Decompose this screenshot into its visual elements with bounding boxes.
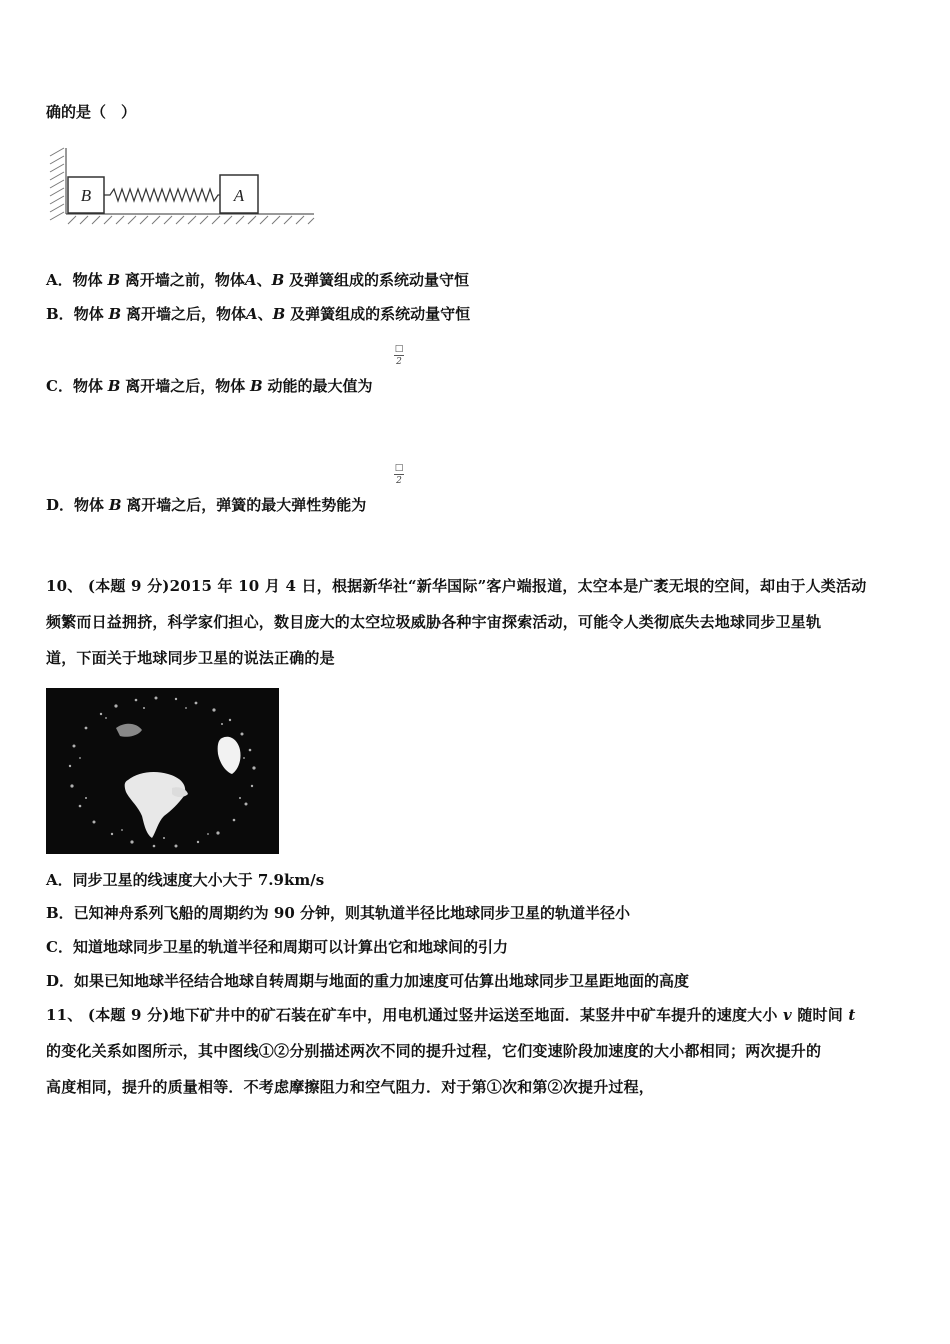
q9-option-c: C．物体 B 离开墙之后，物体 B 动能的最大值为	[46, 377, 373, 395]
q11-stem-line2: 的变化关系如图所示，其中图线①②分别描述两次不同的提升过程，它们变速阶段加速度的大小都相同；两次提升的	[46, 1042, 822, 1060]
q11-stem-line1: 11、 (本题 9 分)地下矿井中的矿石装在矿车中，用电机通过竖井运送至地面．某竖井中矿车提升的速度大小 v 随时间 t	[46, 1006, 856, 1024]
q9-option-c-fraction: □ 2	[394, 344, 404, 367]
q9-option-a: A．物体 B 离开墙之前，物体A、B 及弹簧组成的系统动量守恒	[46, 271, 470, 289]
q10-option-d: D．如果已知地球半径结合地球自转周期与地面的重力加速度可估算出地球同步卫星距地面的高度	[46, 972, 690, 990]
q10-option-a: A．同步卫星的线速度大小大于 7.9km/s	[46, 871, 325, 889]
block-a-label: A	[233, 186, 245, 205]
spring	[104, 189, 220, 201]
earth-image	[46, 688, 279, 854]
q10-stem	[46, 568, 906, 676]
block-b-label: B	[80, 186, 92, 205]
q10-option-b: B．已知神舟系列飞船的周期约为 90 分钟，则其轨道半径比地球同步卫星的轨道半径小	[46, 904, 631, 922]
q9-option-d-fraction: □ 2	[394, 463, 404, 486]
q9-option-b: B．物体 B 离开墙之后，物体A、B 及弹簧组成的系统动量守恒	[46, 305, 471, 323]
q11-stem-line3: 高度相同，提升的质量相等．不考虑摩擦阻力和空气阻力．对于第①次和第②次提升过程，	[46, 1078, 655, 1096]
q10-option-c: C．知道地球同步卫星的轨道半径和周期可以计算出它和地球间的引力	[46, 938, 508, 956]
spring-block-figure	[46, 146, 316, 228]
q10-stem-line2: 频繁而日益拥挤，科学家们担心，数目庞大的太空垃圾威胁各种宇宙探索活动，可能令人类彻底失去地球同步卫星轨	[46, 613, 822, 631]
q10-stem-line3: 道，下面关于地球同步卫星的说法正确的是	[46, 649, 335, 667]
q10-stem-line1: 10、 (本题 9 分)2015 年 10 月 4 日，根据新华社“新华国际”客户端报道，太空本是广袤无垠的空间，却由于人类活动	[46, 577, 867, 595]
q9-tail-text: 确的是（ ）	[46, 103, 137, 121]
q11-stem	[46, 997, 906, 1105]
q9-option-d: D．物体 B 离开墙之后，弹簧的最大弹性势能为	[46, 496, 367, 514]
